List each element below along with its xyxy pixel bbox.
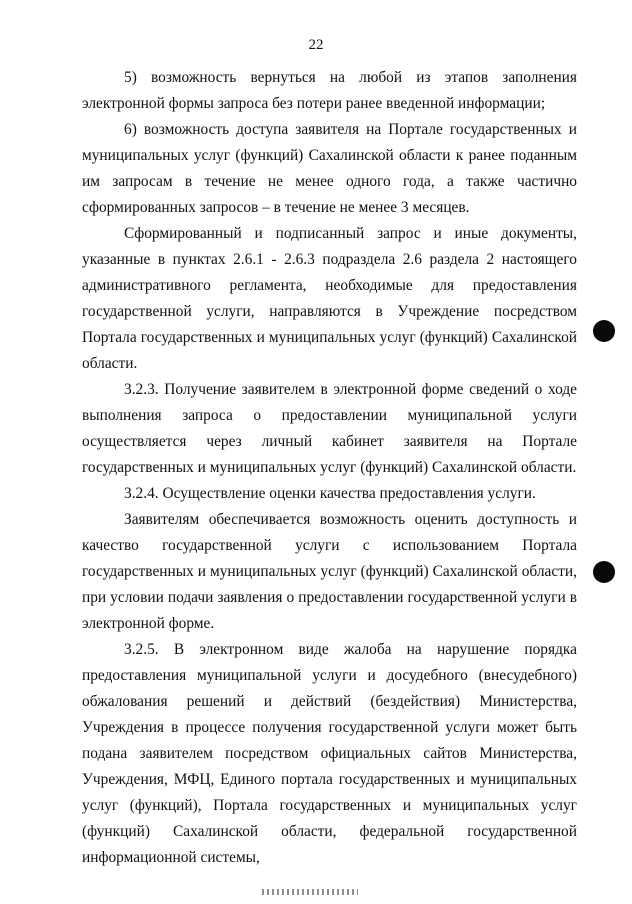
paragraph-return-to-step: 5) возможность вернуться на любой из этапов заполнения электронной формы запроса без потери ранее введенной информации; — [82, 69, 577, 112]
page-number: 22 — [308, 37, 324, 53]
page-body — [82, 65, 577, 871]
paragraph-3-2-5: 3.2.5. В электронном виде жалоба на нарушение порядка предоставления муниципальной услуги и досудебного (внесудебного) обжалования решений и действий (бездействия) Министерства, Учреждения в процессе получения государственной услуги может быть подана заявителем посредством официальных сайтов Министерства, Учреждения, МФЦ, Единого портала государственных и муниципальных услуг (функций), Портала государственных и муниципальных услуг (функций) Сахалинской области, федеральной государственной информационной системы, — [82, 641, 577, 866]
paragraph-3-2-3: 3.2.3. Получение заявителем в электронной форме сведений о ходе выполнения запроса о предоставлении муниципальной услуги осуществляется через личный кабинет заявителя на Портале государственных и муниципальных услуг (функций) Сахалинской области. — [82, 381, 577, 476]
scan-artifact — [262, 889, 358, 895]
paragraph-3-2-4: 3.2.4. Осуществление оценки качества предоставления услуги. — [124, 485, 536, 502]
paragraph-access-to-requests: 6) возможность доступа заявителя на Портале государственных и муниципальных услуг (функций) Сахалинской области к ранее поданным им запросам в течение не менее одного года, а также частично сформированных запросов – в течение не менее 3 месяцев. — [82, 121, 577, 216]
punch-hole-mark — [593, 320, 615, 342]
paragraph-quality-assessment: Заявителям обеспечивается возможность оценить доступность и качество государственной услуги с использованием Портала государственных и муниципальных услуг (функций) Сахалинской области, при условии подачи заявления о предоставлении государственной услуги в электронной форме. — [82, 511, 577, 632]
punch-hole-mark — [593, 561, 615, 583]
paragraph-submitted-request: Сформированный и подписанный запрос и иные документы, указанные в пунктах 2.6.1 - 2.6.3 подраздела 2.6 раздела 2 настоящего административного регламента, необходимые для предоставления государственной услуги, направляются в Учреждение посредством Портала государственных и муниципальных услуг (функций) Сахалинской области. — [82, 225, 577, 372]
